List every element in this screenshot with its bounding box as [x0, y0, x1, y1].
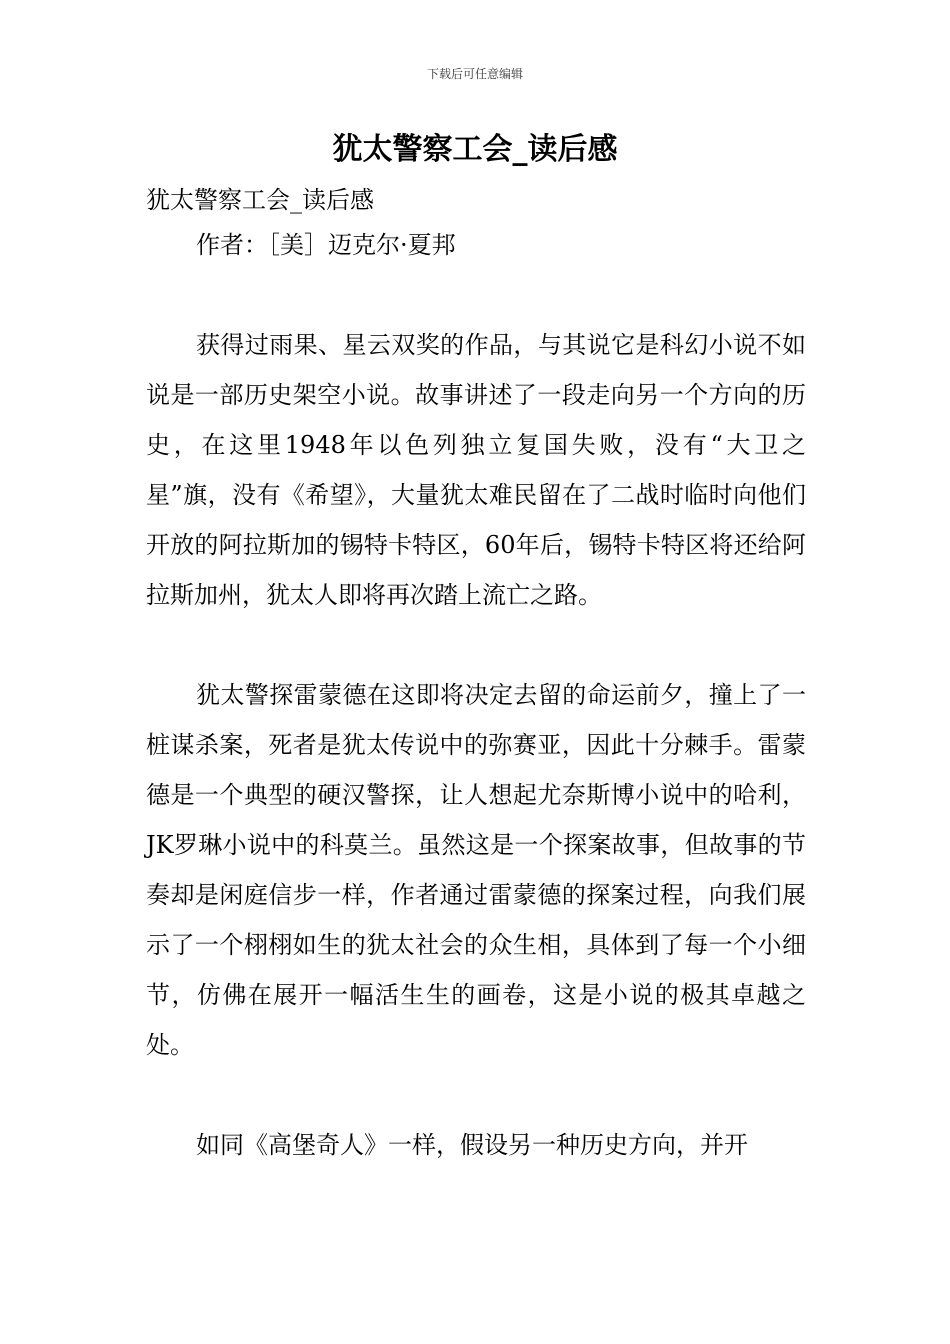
paragraph-gap [146, 1070, 806, 1120]
paragraph-2: 犹太警探雷蒙德在这即将决定去留的命运前夕，撞上了一桩谋杀案，死者是犹太传说中的弥赛亚，因此十分棘手。雷蒙德是一个典型的硬汉警探，让人想起尤奈斯博小说中的哈利，JK罗琳小说中的科莫兰。虽然这是一个探案故事，但故事的节奏却是闲庭信步一样，作者通过雷蒙德的探案过程，向我们展示了一个栩栩如生的犹太社会的众生相，具体到了每一个小细节，仿佛在展开一幅活生生的画卷，这是小说的极其卓越之处。 [146, 681, 806, 1059]
document-subtitle: 犹太警察工会_读后感 [146, 186, 374, 214]
page-title: 犹太警察工会_读后感 [332, 132, 618, 167]
document-body [146, 180, 806, 1170]
paragraph-1: 获得过雨果、星云双奖的作品，与其说它是科幻小说不如说是一部历史架空小说。故事讲述了一段走向另一个方向的历史，在这里1948年以色列独立复国失败，没有“大卫之星”旗，没有《希望》，大量犹太难民留在了二战时临时向他们开放的阿拉斯加的锡特卡特区，60年后，锡特卡特区将还给阿拉斯加州，犹太人即将再次踏上流亡之路。 [146, 331, 806, 609]
author-line: 作者：［美］迈克尔·夏邦 [196, 231, 456, 259]
paragraph-gap [146, 270, 806, 320]
paragraph-gap [146, 620, 806, 670]
header-note: 下载后可任意编辑 [426, 67, 523, 81]
paragraph-3: 如同《高堡奇人》一样，假设另一种历史方向，并开 [196, 1131, 748, 1159]
